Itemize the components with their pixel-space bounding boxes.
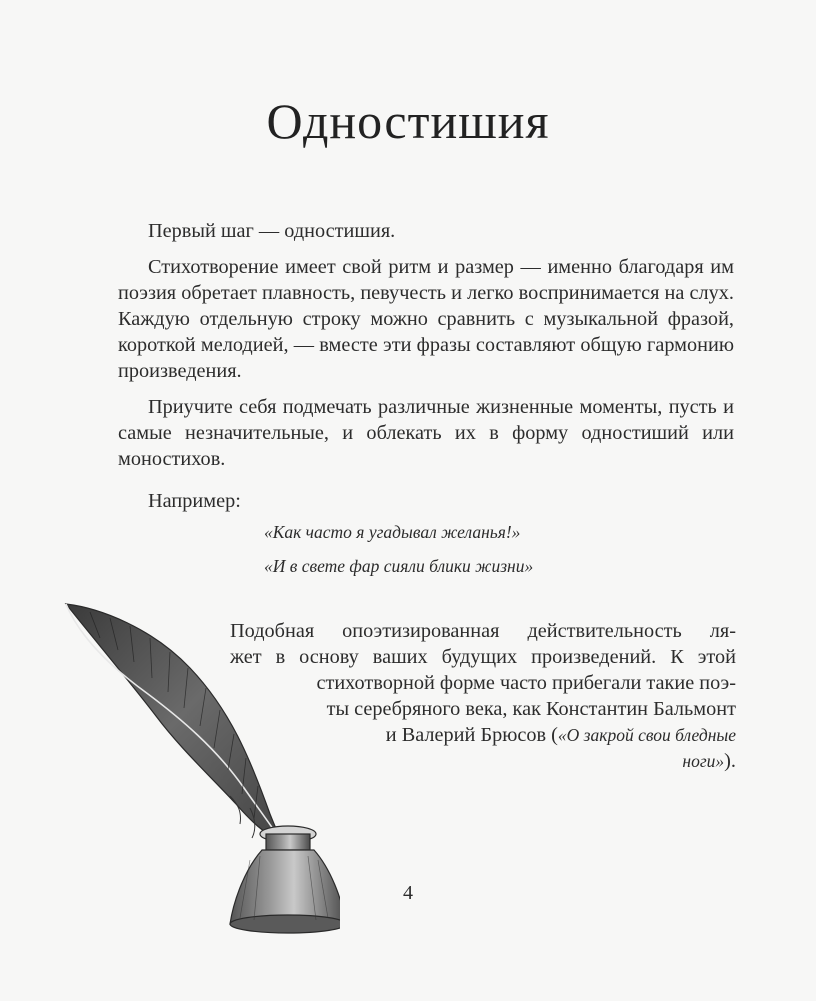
side-line-with-quote	[230, 722, 736, 748]
page-number: 4	[403, 882, 413, 904]
side-line: ты серебряного века, как Константин Бальмонт	[326, 698, 736, 720]
bryusov-quote: «О закрой свои бледные	[557, 725, 736, 745]
side-text: и Валерий Брюсов (	[385, 724, 558, 746]
side-line: стихотворной форме часто прибегали такие поэ-	[316, 672, 736, 694]
side-line: жет в основу ваших будущих произведений. К этой	[230, 646, 736, 668]
paragraph-rhythm: Стихотворение имеет свой ритм и размер — именно благодаря им поэзия обретает плавность, певучесть и легко воспринимается на слух. Каждую отдельную строку можно сравнить с музыкальной фразой, короткой мелодией, — вместе эти фразы составляют общую гармонию произведения.	[118, 256, 734, 382]
side-paragraph	[230, 618, 736, 774]
example-quote-1: «Как часто я угадывал желанья!»	[264, 522, 521, 542]
side-line: Подобная опоэтизированная действительность ля-	[230, 620, 736, 642]
example-quote-2: «И в свете фар сияли блики жизни»	[264, 556, 534, 576]
side-text: ).	[724, 750, 736, 772]
bryusov-quote-end: ноги»	[682, 751, 725, 771]
side-line-with-quote-end	[230, 748, 736, 774]
paragraph-advice: Приучите себя подмечать различные жизненные моменты, пусть и самые незначительные, и облекать их в форму одностиший или моностихов.	[118, 396, 734, 470]
paragraph-example-lead: Например:	[148, 490, 241, 512]
paragraph-intro: Первый шаг — одностишия.	[148, 220, 396, 242]
page-title: Одностишия	[266, 93, 550, 149]
inkwell-icon	[230, 826, 340, 933]
